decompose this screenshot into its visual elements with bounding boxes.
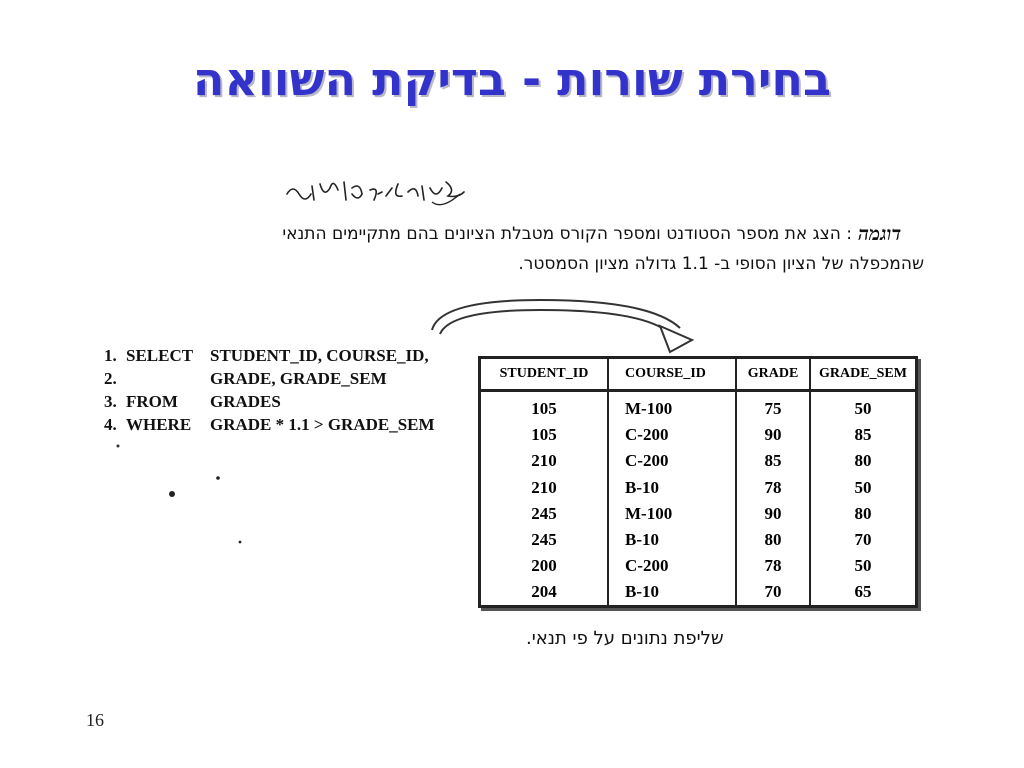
table-cell: 50 xyxy=(854,399,872,419)
table-cell: B-10 xyxy=(608,475,736,501)
table-caption: שליפת נתונים על פי תנאי. xyxy=(526,628,724,649)
sql-keyword: SELECT xyxy=(126,346,194,365)
table-row xyxy=(481,475,915,501)
table-cell: 105 xyxy=(481,422,608,448)
sql-keyword: WHERE xyxy=(126,415,192,434)
sql-text: STUDENT_ID, COURSE_ID, xyxy=(210,346,429,365)
table-cell: B-10 xyxy=(608,527,736,553)
page-number: 16 xyxy=(86,710,104,730)
table-cell: C-200 xyxy=(608,448,736,474)
sql-line-number: 3. xyxy=(104,392,117,411)
column-header: STUDENT_ID xyxy=(481,359,608,391)
table-cell: 78 xyxy=(736,553,810,579)
sql-text: GRADE * 1.1 > GRADE_SEM xyxy=(210,415,435,434)
table-cell: 105 xyxy=(481,391,608,423)
table-cell: 90 xyxy=(736,422,810,448)
table-cell: C-200 xyxy=(608,422,736,448)
table-cell: B-10 xyxy=(608,579,736,605)
table-row xyxy=(481,553,915,579)
table-cell: 85 xyxy=(736,448,810,474)
table-cell: 65 xyxy=(854,581,872,601)
table-cell: 204 xyxy=(481,579,608,605)
table-cell: 70 xyxy=(736,579,810,605)
table-cell: M-100 xyxy=(608,501,736,527)
table-row xyxy=(481,391,915,423)
example-label: דוגמה xyxy=(858,224,902,245)
table-cell: C-200 xyxy=(608,553,736,579)
table-cell: 80 xyxy=(854,451,872,471)
sql-line xyxy=(104,344,435,367)
table-row xyxy=(481,579,915,605)
table-cell: 210 xyxy=(481,448,608,474)
table-cell: 85 xyxy=(854,425,872,445)
column-header: COURSE_ID xyxy=(608,359,736,391)
table-cell: 210 xyxy=(481,475,608,501)
table-cell: M-100 xyxy=(608,391,736,423)
table-row xyxy=(481,501,915,527)
table-cell: 245 xyxy=(481,501,608,527)
slide-title: בחירת שורות - בדיקת השוואה xyxy=(192,52,832,106)
table-cell: 75 xyxy=(736,391,810,423)
table-cell: 80 xyxy=(736,527,810,553)
table-cell: 50 xyxy=(854,555,872,575)
sql-keyword: FROM xyxy=(126,392,178,411)
table-cell: 50 xyxy=(854,477,872,497)
result-table xyxy=(478,356,918,608)
sql-line xyxy=(104,367,435,390)
sql-line-number: 1. xyxy=(104,346,117,365)
scan-specks xyxy=(100,430,260,550)
sql-line-number: 4. xyxy=(104,415,117,434)
sql-line-number: 2. xyxy=(104,369,117,388)
sql-text: GRADE, GRADE_SEM xyxy=(210,369,387,388)
table-cell: 90 xyxy=(736,501,810,527)
sql-line xyxy=(104,390,435,413)
table-row xyxy=(481,448,915,474)
table-header-row xyxy=(481,359,915,391)
column-header: GRADE_SEM xyxy=(810,359,915,391)
example-text-line2: שהמכפלה של הציון הסופי ב- 1.1 גדולה מציון הסמסטר. xyxy=(518,254,924,274)
table-cell: 80 xyxy=(854,503,872,523)
table-row xyxy=(481,527,915,553)
table-row xyxy=(481,422,915,448)
handwritten-note xyxy=(282,172,472,212)
table-cell: 78 xyxy=(736,475,810,501)
column-header: GRADE xyxy=(736,359,810,391)
example-text-line1: : הצג את מספר הסטודנט ומספר הקורס מטבלת הציונים בהם מתקיימים התנאי xyxy=(282,224,852,244)
curved-arrow-icon xyxy=(420,290,710,360)
table-cell: 70 xyxy=(854,529,872,549)
sql-text: GRADES xyxy=(210,392,281,411)
sql-keyword xyxy=(126,367,210,390)
table-cell: 200 xyxy=(481,553,608,579)
table-cell: 245 xyxy=(481,527,608,553)
sql-query xyxy=(104,344,435,436)
